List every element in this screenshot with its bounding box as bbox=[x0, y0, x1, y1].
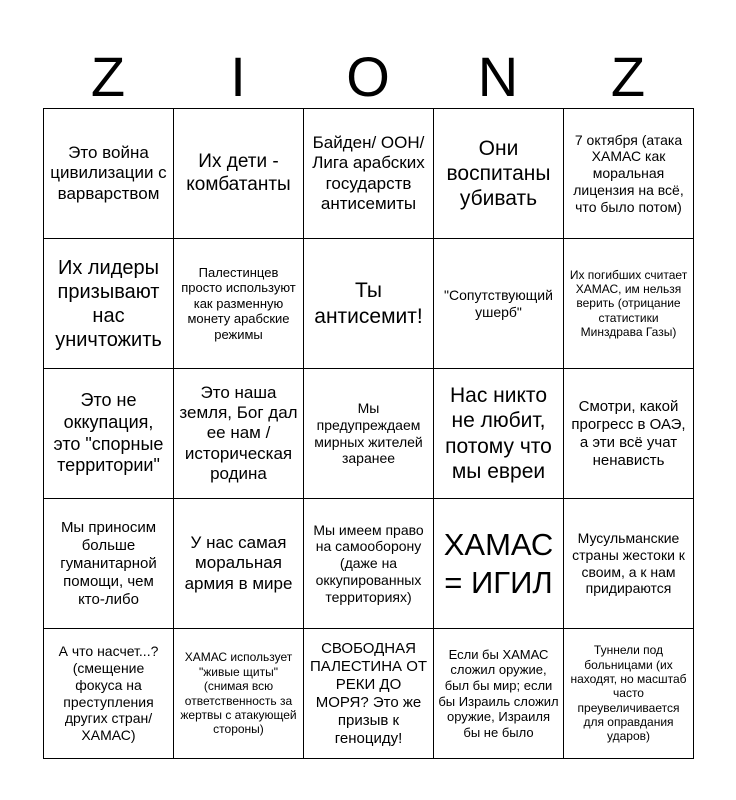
bingo-title bbox=[43, 42, 693, 112]
grid-row bbox=[44, 629, 694, 759]
grid-row bbox=[44, 499, 694, 629]
bingo-cell[interactable]: Нас никто не любит, потому что мы евреи bbox=[434, 369, 564, 499]
bingo-cell[interactable]: Байден/ ООН/Лига арабских государств антисемиты bbox=[304, 109, 434, 239]
bingo-cell[interactable]: "Сопутствующий ушерб" bbox=[434, 239, 564, 369]
bingo-cell[interactable]: Мы предупреждаем мирных жителей заранее bbox=[304, 369, 434, 499]
title-letter: N bbox=[477, 45, 519, 108]
bingo-cell[interactable]: Мы имеем право на самооборону (даже на оккупированных территориях) bbox=[304, 499, 434, 629]
bingo-cell[interactable]: У нас самая моральная армия в мире bbox=[174, 499, 304, 629]
bingo-cell[interactable]: Они воспитаны убивать bbox=[434, 109, 564, 239]
title-letter: I bbox=[230, 45, 246, 108]
bingo-grid bbox=[43, 108, 694, 759]
bingo-cell[interactable]: Если бы ХАМАС сложил оружие, был бы мир; если бы Израиль сложил оружие, Израиля бы не было bbox=[434, 629, 564, 759]
bingo-cell[interactable]: Их погибших считает ХАМАС, им нельзя верить (отрицание статистики Минздрава Газы) bbox=[564, 239, 694, 369]
bingo-cell[interactable]: Палестинцев просто используют как разменную монету арабские режимы bbox=[174, 239, 304, 369]
title-letter: Z bbox=[610, 45, 646, 108]
bingo-cell[interactable]: Смотри, какой прогресс в ОАЭ, а эти всё учат ненависть bbox=[564, 369, 694, 499]
title-letter: Z bbox=[90, 45, 126, 108]
bingo-cell[interactable]: ХАМАС использует "живые щиты" (снимая всю ответственность за жертвы с атакующей стороны) bbox=[174, 629, 304, 759]
bingo-cell[interactable]: СВОБОДНАЯ ПАЛЕСТИНА ОТ РЕКИ ДО МОРЯ? Это же призыв к геноциду! bbox=[304, 629, 434, 759]
bingo-cell[interactable]: Их лидеры призывают нас уничтожить bbox=[44, 239, 174, 369]
bingo-cell[interactable]: А что насчет...? (смещение фокуса на преступления других стран/ ХАМАС) bbox=[44, 629, 174, 759]
bingo-cell[interactable]: Ты антисемит! bbox=[304, 239, 434, 369]
bingo-cell[interactable]: Это не оккупация, это "спорные территории" bbox=[44, 369, 174, 499]
bingo-cell[interactable]: Туннели под больницами (их находят, но масштаб часто преувеличивается для оправдания ударов) bbox=[564, 629, 694, 759]
bingo-cell[interactable]: Мусульманские страны жестоки к своим, а к нам придираются bbox=[564, 499, 694, 629]
bingo-cell[interactable]: Это наша земля, Бог дал ее нам / историческая родина bbox=[174, 369, 304, 499]
bingo-cell[interactable]: 7 октября (атака ХАМАС как моральная лицензия на всё, что было потом) bbox=[564, 109, 694, 239]
bingo-cell[interactable]: Это война цивилизации с варварством bbox=[44, 109, 174, 239]
title-letter: O bbox=[346, 45, 390, 108]
bingo-cell[interactable]: Мы приносим больше гуманитарной помощи, чем кто-либо bbox=[44, 499, 174, 629]
bingo-cell[interactable]: ХАМАС = ИГИЛ bbox=[434, 499, 564, 629]
grid-row bbox=[44, 369, 694, 499]
bingo-cell[interactable]: Их дети - комбатанты bbox=[174, 109, 304, 239]
grid-row bbox=[44, 109, 694, 239]
grid-row bbox=[44, 239, 694, 369]
